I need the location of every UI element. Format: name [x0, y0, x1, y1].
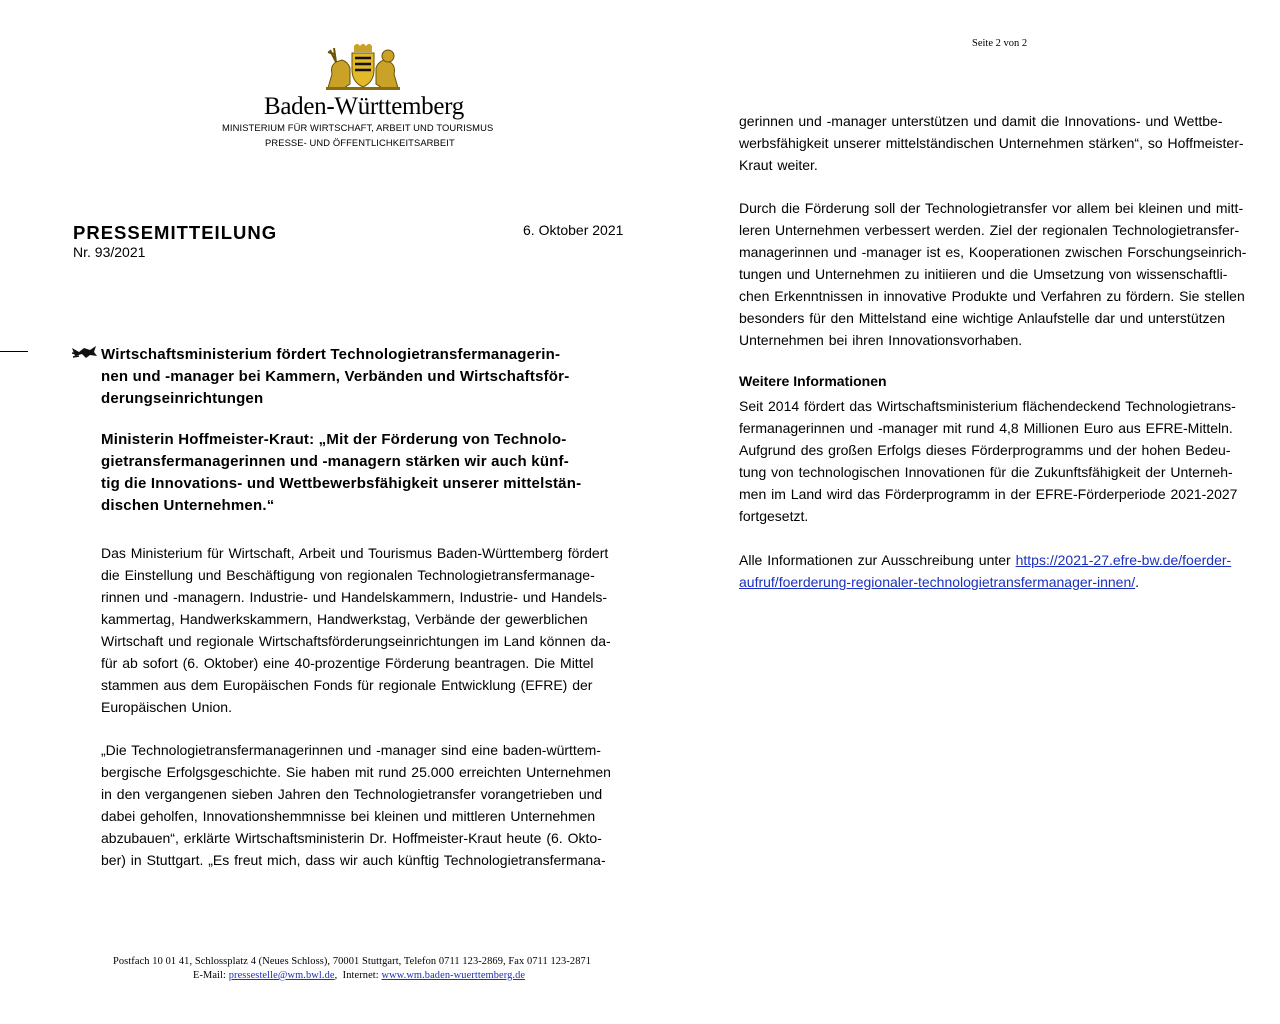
- body-paragraph: [739, 549, 1231, 593]
- page-indicator: Seite 2 von 2: [972, 38, 1028, 49]
- footer-address: Postfach 10 01 41, Schlossplatz 4 (Neues Schloss), 70001 Stuttgart, Telefon 0711 123-2869, Fax 0711 123-2871: [113, 956, 592, 967]
- text-line: stammen aus dem Europäischen Fonds für regionale Entwicklung (EFRE) der: [101, 677, 593, 693]
- text-line: leren Unternehmen verbessert werden. Ziel der regionalen Technologietransfer-: [739, 222, 1240, 238]
- text-line: Europäischen Union.: [101, 699, 232, 715]
- headline: [101, 344, 569, 410]
- text-line: ber) in Stuttgart. „Es freut mich, dass wir auch künftig Technologietransfermana-: [101, 852, 606, 868]
- subheadline-line: Ministerin Hoffmeister-Kraut: „Mit der Förderung von Technolo-: [101, 431, 567, 448]
- headline-line: derungseinrichtungen: [101, 390, 264, 407]
- text-line: werbsfähigkeit unserer mittelständischen Unternehmen stärken“, so Hoffmeister-: [739, 135, 1244, 151]
- text-line: Das Ministerium für Wirtschaft, Arbeit und Tourismus Baden-Württemberg fördert: [101, 545, 609, 561]
- subheadline-line: gietransfermanagerinnen und -managern stärken wir auch künf-: [101, 453, 569, 470]
- headline-line: Wirtschaftsministerium fördert Technologietransfermanagerin-: [101, 346, 561, 363]
- section-heading: Weitere Informationen: [739, 373, 887, 389]
- link-intro: Alle Informationen zur Ausschreibung unter: [739, 552, 1011, 568]
- headline-line: nen und -manager bei Kammern, Verbänden und Wirtschaftsför-: [101, 368, 570, 385]
- text-line: die Einstellung und Beschäftigung von regionalen Technologietransfermanage-: [101, 567, 595, 583]
- text-line: [739, 571, 1231, 593]
- text-line: rinnen und -managern. Industrie- und Handelskammern, Industrie- und Handels-: [101, 589, 608, 605]
- subheadline: [101, 429, 581, 517]
- ausschreibung-link[interactable]: https://2021-27.efre-bw.de/foerder-: [1015, 552, 1232, 568]
- text-line: Aufgrund des großen Erfolgs dieses Förderprogramms und der hohen Bedeu-: [739, 442, 1231, 458]
- text-line: tung von technologischen Innovationen für die Zukunftsfähigkeit der Unterneh-: [739, 464, 1233, 480]
- text-line: Seit 2014 fördert das Wirtschaftsministerium flächendeckend Technologietrans-: [739, 398, 1236, 414]
- body-paragraph: [739, 110, 1244, 176]
- body-paragraph: [739, 395, 1237, 527]
- press-release-title: PRESSEMITTEILUNG: [73, 222, 278, 243]
- text-line: kammertag, Handwerkskammern, Handwerkstag, Verbände der gewerblichen: [101, 611, 588, 627]
- footer-contact: E-Mail: pressestelle@wm.bwl.de, Internet: www.wm.baden-wuerttemberg.de: [193, 970, 526, 981]
- press-release-number: Nr. 93/2021: [73, 244, 146, 260]
- fold-mark: [0, 351, 28, 352]
- email-label: E-Mail:: [193, 970, 227, 981]
- internet-label: Internet:: [342, 970, 379, 981]
- text-line: [739, 549, 1231, 571]
- ausschreibung-link-cont[interactable]: aufruf/foerderung-regionaler-technologietransfermanager-innen/: [739, 574, 1136, 590]
- trailing-period: .: [1135, 574, 1140, 590]
- press-release-date: 6. Oktober 2021: [523, 222, 624, 238]
- email-link[interactable]: pressestelle@wm.bwl.de: [228, 970, 335, 981]
- text-line: managerinnen und -manager ist es, Kooperationen zwischen Forschungseinrich-: [739, 244, 1247, 260]
- text-line: fermanagerinnen und -manager mit rund 4,8 Millionen Euro aus EFRE-Mitteln.: [739, 420, 1233, 436]
- text-line: Kraut weiter.: [739, 157, 818, 173]
- stag-emblem-icon: [70, 344, 98, 360]
- text-line: men im Land wird das Förderprogramm in der EFRE-Förderperiode 2021-2027: [739, 486, 1238, 502]
- text-line: gerinnen und -manager unterstützen und damit die Innovations- und Wettbe-: [739, 113, 1223, 129]
- subheadline-line: tig die Innovations- und Wettbewerbsfähigkeit unserer mittelstän-: [101, 475, 582, 492]
- text-line: Wirtschaft und regionale Wirtschaftsförderungseinrichtungen im Land können da-: [101, 633, 611, 649]
- website-link[interactable]: www.wm.baden-wuerttemberg.de: [381, 970, 526, 981]
- text-line: besonders für den Mittelstand eine wichtige Anlaufstelle dar und unterstützen: [739, 310, 1226, 326]
- ministry-name: MINISTERIUM FÜR WIRTSCHAFT, ARBEIT UND TOURISMUS: [222, 122, 494, 133]
- body-paragraph: [101, 739, 611, 871]
- department-name: PRESSE- UND ÖFFENTLICHKEITSARBEIT: [265, 137, 455, 148]
- coat-of-arms-icon: [322, 44, 404, 90]
- org-name: Baden-Württemberg: [264, 93, 464, 120]
- text-line: Durch die Förderung soll der Technologietransfer vor allem bei kleinen und mitt-: [739, 200, 1244, 216]
- body-paragraph: [739, 197, 1246, 351]
- text-line: bergische Erfolgsgeschichte. Sie haben mit rund 25.000 erreichten Unternehmen: [101, 764, 611, 780]
- text-line: dabei geholfen, Innovationshemmnisse bei kleinen und mittleren Unternehmen: [101, 808, 596, 824]
- subheadline-line: dischen Unternehmen.“: [101, 497, 275, 514]
- text-line: fortgesetzt.: [739, 508, 809, 524]
- text-line: für ab sofort (6. Oktober) eine 40-prozentige Förderung beantragen. Die Mittel: [101, 655, 594, 671]
- text-line: in den vergangenen sieben Jahren den Technologietransfer vorangetrieben und: [101, 786, 603, 802]
- text-line: abzubauen“, erklärte Wirtschaftsministerin Dr. Hoffmeister-Kraut heute (6. Okto-: [101, 830, 602, 846]
- body-paragraph: [101, 542, 611, 718]
- text-line: tungen und Unternehmen zu initiieren und die Umsetzung von wissenschaftli-: [739, 266, 1228, 282]
- text-line: „Die Technologietransfermanagerinnen und -manager sind eine baden-württem-: [101, 742, 601, 758]
- text-line: Unternehmen bei ihren Innovationsvorhaben.: [739, 332, 1023, 348]
- text-line: chen Erkenntnissen in innovative Produkte und Verfahren zu fördern. Sie stellen: [739, 288, 1245, 304]
